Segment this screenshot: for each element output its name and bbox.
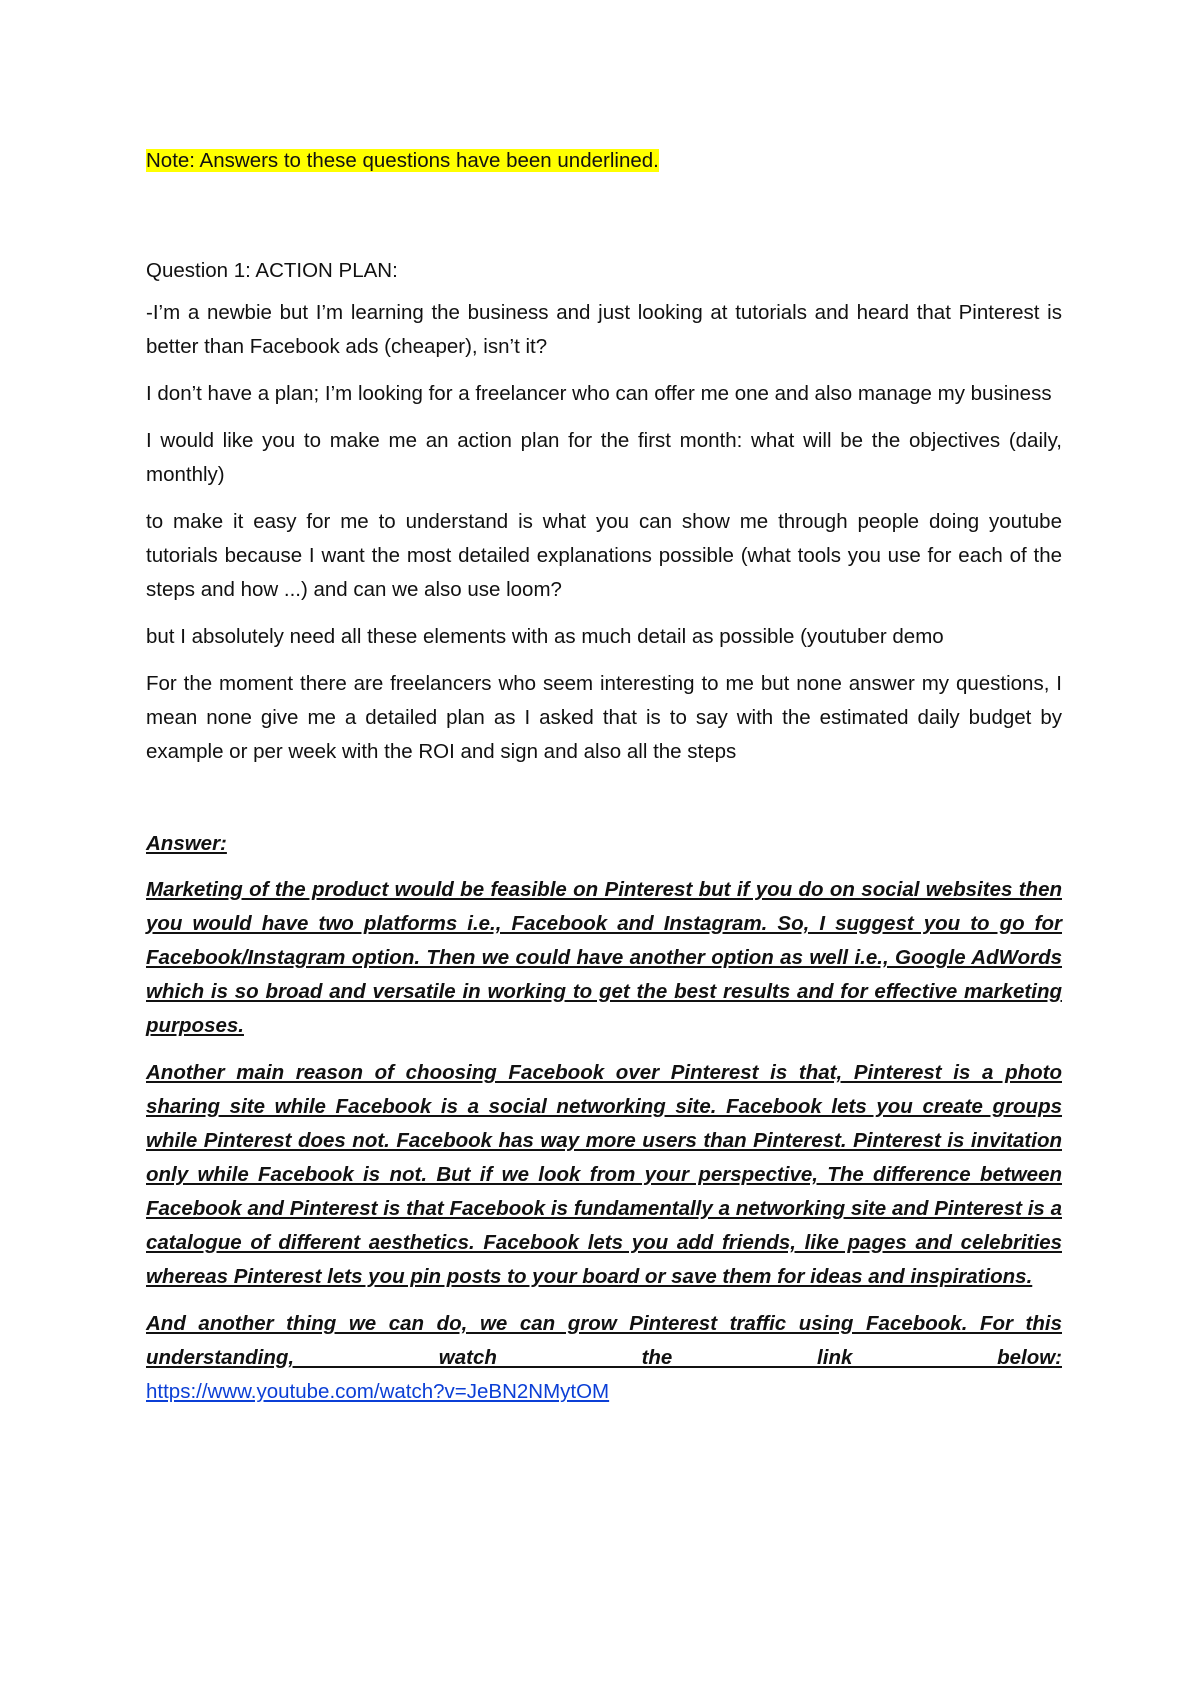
answer-heading: Answer: [146, 832, 227, 855]
question-paragraph: I don’t have a plan; I’m looking for a freelancer who can offer me one and also manage my business [146, 382, 1052, 405]
question-paragraph: but I absolutely need all these elements with as much detail as possible (youtuber demo [146, 625, 944, 648]
answer-paragraph: Marketing of the product would be feasible on Pinterest but if you do on social websites then you would have two platforms i.e., Facebook and Instagram. So, I suggest you to go for Facebook/Instagram option. Then we could have another option as well i.e., Google AdWords which is so broad and versatile in working to get the best results and for effective marketing purposes. [146, 878, 1062, 1037]
note-line [146, 144, 1062, 178]
question-paragraph: I would like you to make me an action plan for the first month: what will be the objectives (daily, monthly) [146, 429, 1062, 486]
answer-paragraph: And another thing we can do, we can grow Pinterest traffic using Facebook. For this understanding, watch the link below: [146, 1312, 1062, 1369]
question-title: Question 1: ACTION PLAN: [146, 259, 398, 282]
question-paragraph: to make it easy for me to understand is what you can show me through people doing youtube tutorials because I want the most detailed explanations possible (what tools you use for each of the steps and how ...) and can we also use loom? [146, 510, 1062, 601]
question-paragraph: -I’m a newbie but I’m learning the business and just looking at tutorials and heard that Pinterest is better than Facebook ads (cheaper), isn’t it? [146, 301, 1062, 358]
youtube-link[interactable]: https://www.youtube.com/watch?v=JeBN2NMytOM [146, 1380, 610, 1403]
highlighted-note: Note: Answers to these questions have been underlined. [146, 149, 659, 172]
question-paragraph: For the moment there are freelancers who seem interesting to me but none answer my questions, I mean none give me a detailed plan as I asked that is to say with the estimated daily budget by example or per week with the ROI and sign and also all the steps [146, 672, 1062, 763]
answer-paragraph: Another main reason of choosing Facebook over Pinterest is that, Pinterest is a photo sharing site while Facebook is a social networking site. Facebook lets you create groups while Pinterest does not. Facebook has way more users than Pinterest. Pinterest is invitation only while Facebook is not. But if we look from your perspective, The difference between Facebook and Pinterest is that Facebook is fundamentally a networking site and Pinterest is a catalogue of different aesthetics. Facebook lets you add friends, like pages and celebrities whereas Pinterest lets you pin posts to your board or save them for ideas and inspirations. [146, 1061, 1062, 1288]
document-body [146, 144, 1062, 1409]
